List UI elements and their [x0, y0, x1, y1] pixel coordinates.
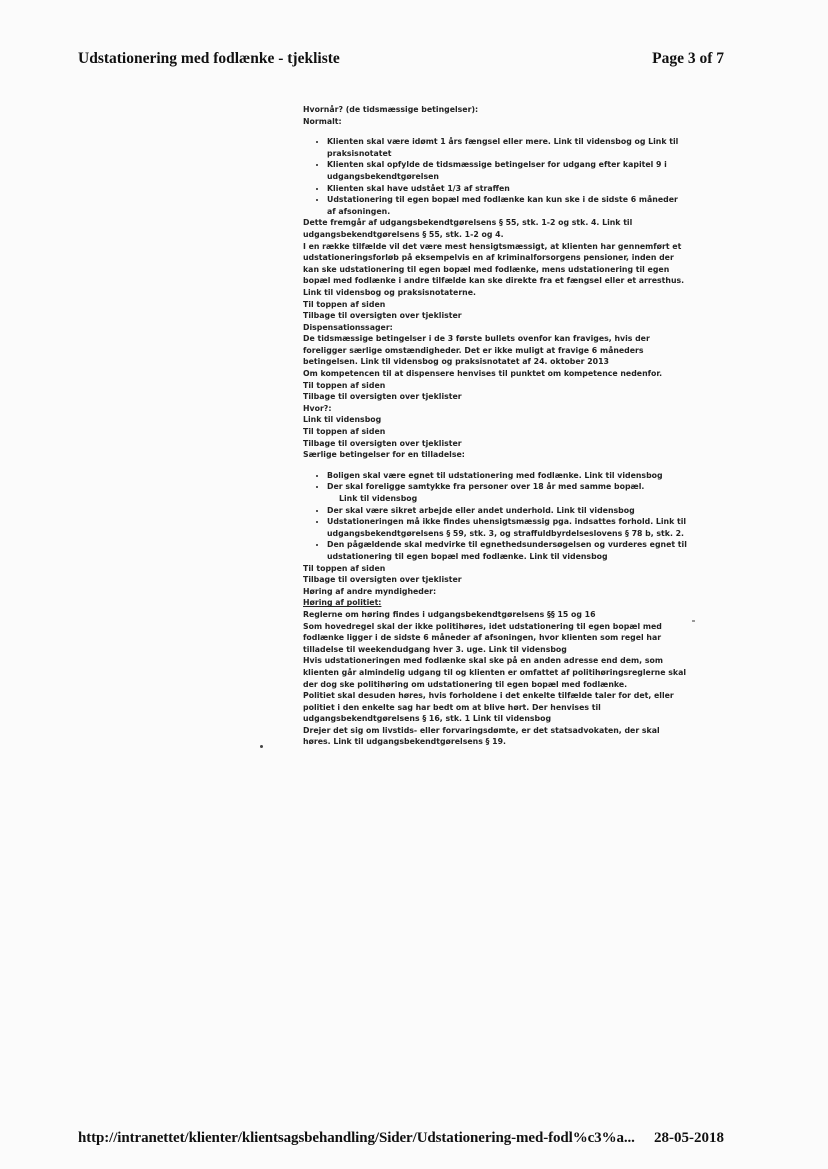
back-to-overview-link[interactable]: Tilbage til oversigten over tjeklister: [303, 392, 462, 402]
page-url: http://intranettet/klienter/klientsagsbehandling/Sider/Udstationering-med-fodl%c3%a...: [78, 1130, 635, 1146]
paragraph: Hvis udstationeringen med fodlænke skal ske på en anden adresse end dem, som klienten går almindelig udgang til og klienten er omfattet af politihøringsreglerne skal der dog ske politihøring om udstationering til egen bopæl med fodlænke.: [303, 656, 686, 689]
paragraph: Om kompetencen til at dispensere henvises til punktet om kompetence nedenfor.: [303, 369, 663, 379]
subheading-normally: Normalt:: [303, 116, 342, 126]
to-top-link[interactable]: Til toppen af siden: [303, 563, 386, 573]
list-item-text: Der skal foreligge samtykke fra personer over 18 år med samme bopæl.: [327, 482, 645, 492]
paragraph: Reglerne om høring findes i udgangsbekendtgørelsens §§ 15 og 16: [303, 609, 596, 619]
list-item: • Udstationeringen må ikke findes uhensigtsmæssig pga. indsattes forhold. Link til udgangsbekendtgørelsens § 59, stk. 3, og straffuldbyrdelseslovens § 78 b, stk. 2.: [327, 516, 688, 539]
section-heading-when: Hvornår? (de tidsmæssige betingelser):: [303, 105, 479, 114]
section-heading-where: Hvor?:: [303, 403, 332, 413]
list-item: • Klienten skal være idømt 1 års fængsel eller mere. Link til vidensbog og Link til praksisnotatet: [327, 136, 688, 159]
knowledge-base-link[interactable]: Link til vidensbog: [303, 415, 382, 425]
paragraph: Som hovedregel skal der ikke politihøres, idet udstationering til egen bopæl med fodlænke ligger i de sidste 6 måneder af afsoningen, hvor klienten som regel har tilladelse til weekendudgang hver 3. uge. Link til vidensbog: [303, 621, 662, 654]
list-item: • Klienten skal have udstået 1/3 af straffen: [327, 183, 688, 195]
list-item: • Boligen skal være egnet til udstationering med fodlænke. Link til vidensbog: [327, 470, 688, 482]
knowledge-base-link[interactable]: Link til vidensbog: [339, 494, 418, 503]
paragraph: Politiet skal desuden høres, hvis forholdene i det enkelte tilfælde taler for det, eller politiet i den enkelte sag har bedt om at blive hørt. Der henvises til udgangsbekendtgørelsens § 16, stk. 1 Link til vidensbog: [303, 691, 674, 724]
document-title: Udstationering med fodlænke - tjekliste: [78, 50, 340, 67]
back-to-overview-link[interactable]: Tilbage til oversigten over tjeklister: [303, 311, 462, 321]
paragraph: De tidsmæssige betingelser i de 3 første bullets ovenfor kan fraviges, hvis der foreligger særlige omstændigheder. Det er ikke muligt at fravige 6 måneders betingelsen. Link til vidensbog og praksisnotatet af 24. oktober 2013: [303, 334, 650, 367]
list-item: • Udstationering til egen bopæl med fodlænke kan kun ske i de sidste 6 måneder af afsoningen.: [327, 194, 688, 217]
paragraph: Drejer det sig om livstids- eller forvaringsdømte, er det statsadvokaten, der skal høres. Link til udgangsbekendtgørelsens § 19.: [303, 725, 660, 747]
section-heading-dispensation: Dispensationssager:: [303, 322, 393, 332]
to-top-link[interactable]: Til toppen af siden: [303, 380, 386, 390]
bullet-list-when: [303, 136, 688, 217]
section-heading-hearing: Høring af andre myndigheder:: [303, 586, 437, 596]
list-item: • Klienten skal opfylde de tidsmæssige betingelser for udgang efter kapitel 9 i udgangsbekendtgørelsen: [327, 159, 688, 182]
scan-speck: [260, 745, 263, 748]
scan-speck: [692, 620, 695, 622]
subheading-police-hearing: Høring af politiet:: [303, 598, 382, 608]
document-body: [303, 104, 688, 748]
back-to-overview-link[interactable]: Tilbage til oversigten over tjeklister: [303, 438, 462, 448]
list-item: • Der skal være sikret arbejde eller andet underhold. Link til vidensbog: [327, 505, 688, 517]
list-item: [327, 481, 688, 504]
bullet-list-conditions: [303, 470, 688, 563]
to-top-link[interactable]: Til toppen af siden: [303, 427, 386, 437]
section-heading-conditions: Særlige betingelser for en tilladelse:: [303, 450, 465, 460]
back-to-overview-link[interactable]: Tilbage til oversigten over tjeklister: [303, 575, 462, 585]
list-item: • Den pågældende skal medvirke til egnethedsundersøgelsen og vurderes egnet til udstationering til egen bopæl med fodlænke. Link til vidensbog: [327, 539, 688, 562]
to-top-link[interactable]: Til toppen af siden: [303, 299, 386, 309]
print-date: 28-05-2018: [654, 1130, 724, 1146]
paragraph: I en række tilfælde vil det være mest hensigtsmæssigt, at klienten har gennemført et udstationeringsforløb på eksempelvis en af kriminalforsorgens pensioner, inden der kan ske udstationering til egen bopæl med fodlænke, mens udstationering til egen bopæl med fodlænke i andre tilfælde kan ske direkte fra et fængsel eller et arresthus. Link til vidensbog og praksisnotaterne.: [303, 241, 685, 297]
paragraph: Dette fremgår af udgangsbekendtgørelsens § 55, stk. 1-2 og stk. 4. Link til udgangsbekendtgørelsens § 55, stk. 1-2 og 4.: [303, 218, 633, 239]
page-number: Page 3 of 7: [652, 50, 724, 67]
